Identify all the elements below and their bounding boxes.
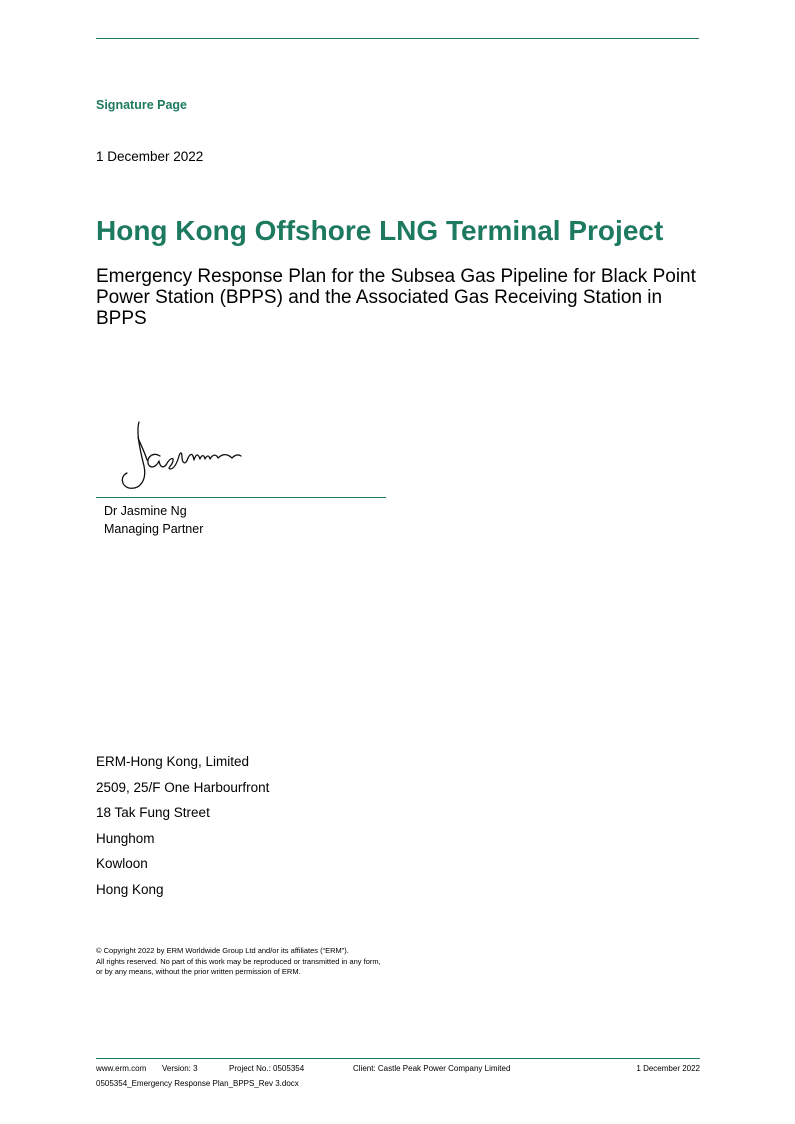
page-title: Hong Kong Offshore LNG Terminal Project bbox=[96, 215, 664, 246]
footer-client: Client: Castle Peak Power Company Limited bbox=[353, 1064, 511, 1073]
address-line: ERM-Hong Kong, Limited bbox=[96, 754, 250, 769]
footer-version: Version: 3 bbox=[162, 1064, 198, 1073]
address-line: Hong Kong bbox=[96, 881, 164, 897]
copyright-line: or by any means, without the prior written permission of ERM. bbox=[96, 967, 301, 976]
footer-project-number: Project No.: 0505354 bbox=[229, 1064, 305, 1073]
page-subtitle: Emergency Response Plan for the Subsea Gas Pipeline for Black Point Power Station (BPPS) and the Associated Gas Receiving Station in BPPS bbox=[96, 266, 696, 329]
handwritten-signature-icon bbox=[112, 418, 242, 493]
address-line: Hunghom bbox=[96, 830, 155, 846]
signatory-name: Dr Jasmine Ng bbox=[104, 504, 187, 518]
section-label: Signature Page bbox=[96, 98, 187, 112]
copyright-line: All rights reserved. No part of this work may be reproduced or transmitted in any form, bbox=[96, 956, 381, 966]
signatory-role: Managing Partner bbox=[104, 522, 204, 536]
document-date: 1 December 2022 bbox=[96, 149, 204, 164]
address-line: 18 Tak Fung Street bbox=[96, 805, 210, 820]
copyright-notice bbox=[96, 946, 381, 978]
header-divider bbox=[96, 38, 699, 39]
address-line: 2509, 25/F One Harbourfront bbox=[96, 779, 270, 795]
copyright-line: © Copyright 2022 by ERM Worldwide Group Ltd and/or its affiliates (“ERM”). bbox=[96, 946, 349, 955]
company-address bbox=[96, 749, 269, 902]
address-line: Kowloon bbox=[96, 856, 148, 871]
signatory-block bbox=[104, 502, 203, 538]
footer-website: www.erm.com bbox=[96, 1064, 147, 1073]
footer-filename: 0505354_Emergency Response Plan_BPPS_Rev 3.docx bbox=[96, 1079, 299, 1088]
signature-line bbox=[96, 497, 386, 498]
footer-date: 1 December 2022 bbox=[636, 1064, 700, 1073]
footer-divider bbox=[96, 1058, 700, 1059]
